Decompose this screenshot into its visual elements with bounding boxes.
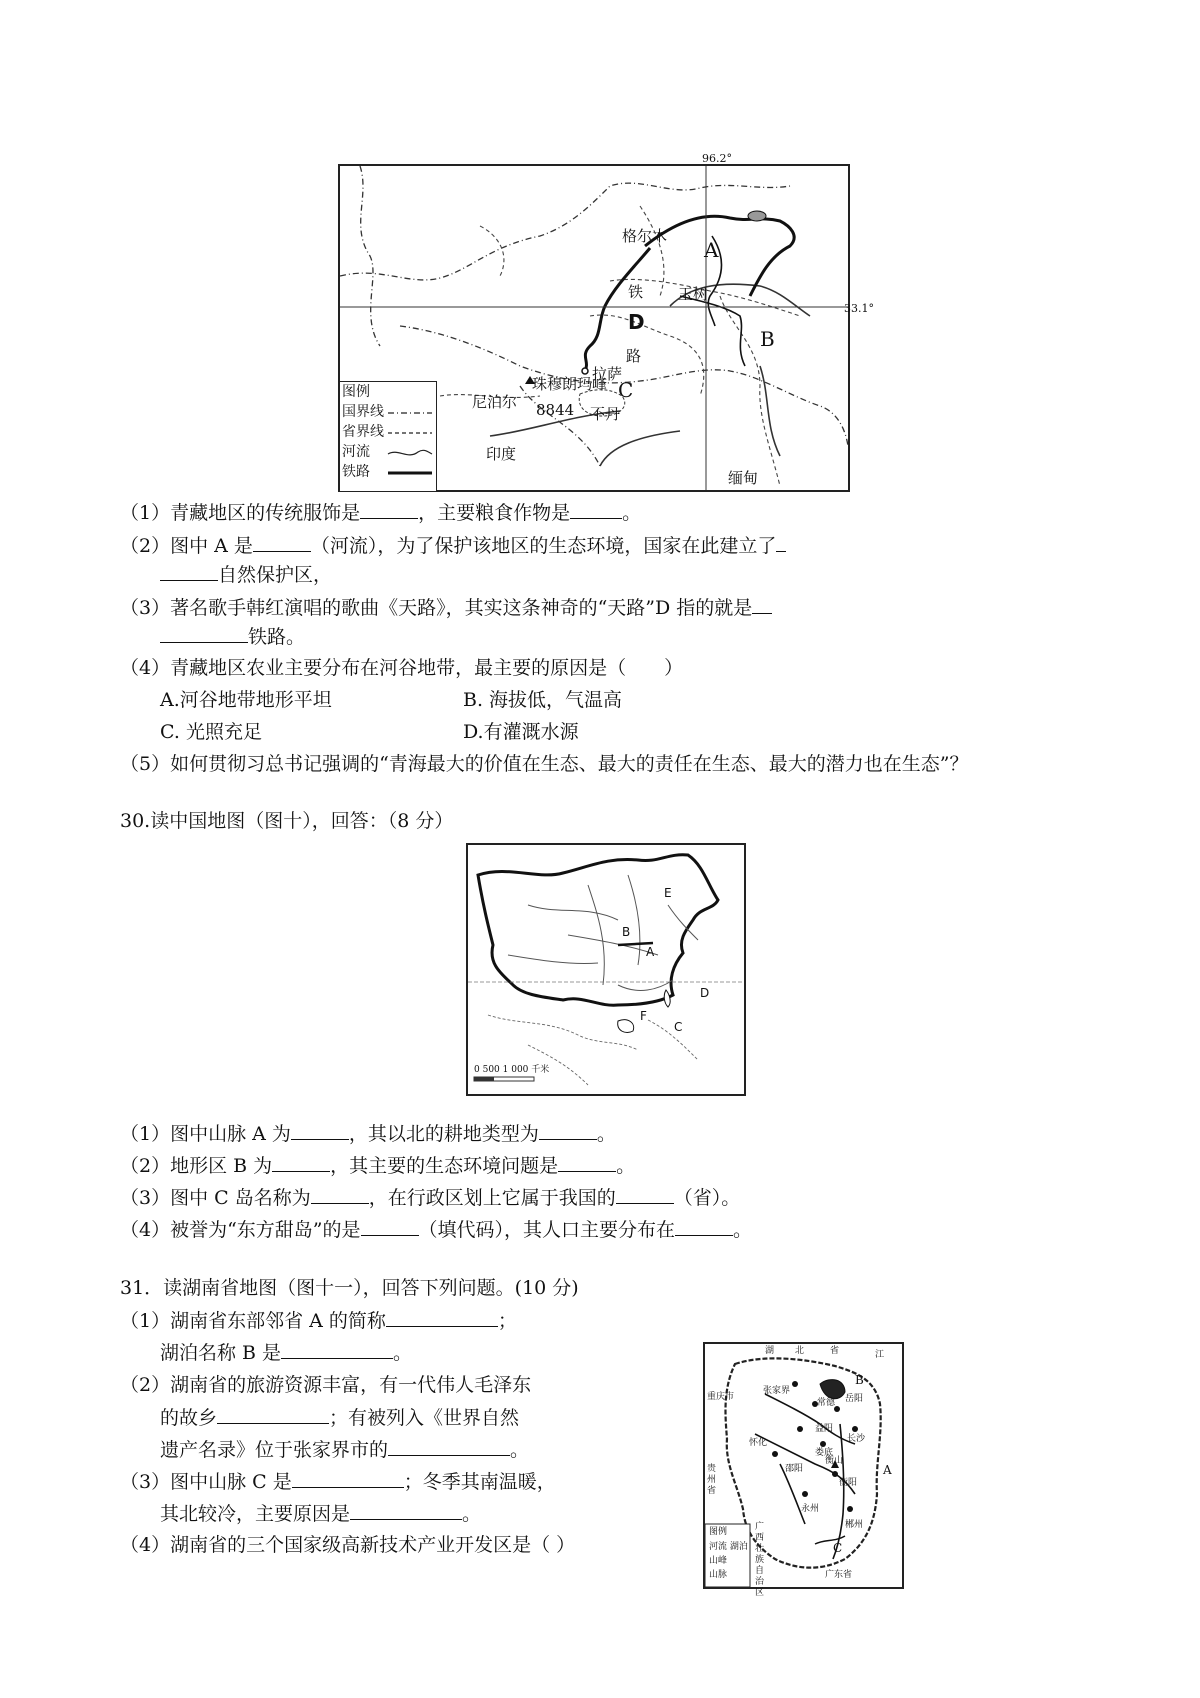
- q29-item-2-cont: [160, 562, 332, 587]
- q30-heading: 30.读中国地图（图十），回答：（8 分）: [120, 810, 454, 832]
- q29-item-1: [120, 500, 641, 525]
- q29-item-2: [120, 533, 786, 558]
- q31-2-text-e: 。: [510, 1439, 530, 1461]
- q31-2-text-b: 的故乡: [160, 1407, 218, 1429]
- china-label-a: A: [646, 945, 655, 959]
- q31-heading: 31．读湖南省地图（图十一），回答下列问题。(10 分): [120, 1277, 579, 1299]
- q31-item-4: （4）湖南省的三个国家级高新技术产业开发区是（ ）: [120, 1534, 576, 1556]
- answer-blank[interactable]: [350, 1501, 462, 1520]
- answer-blank[interactable]: [386, 1308, 498, 1327]
- q29-2-text-c: 自然保护区，: [218, 564, 333, 586]
- answer-blank[interactable]: [752, 595, 772, 614]
- label-tie: 铁: [628, 283, 644, 301]
- hunan-label-guangxi: 广西壮族自治区: [755, 1522, 765, 1598]
- hunan-legend-river: 河流 湖泊: [709, 1542, 748, 1552]
- q31-item-2: （2）湖南省的旅游资源丰富，有一代伟人毛泽东: [120, 1374, 532, 1396]
- hunan-label-shaoyang: 邵阳: [785, 1464, 804, 1474]
- label-myanmar: 缅甸: [728, 469, 759, 487]
- hunan-label-hengyang: 衡阳: [839, 1478, 858, 1488]
- hunan-label-changsha: 长沙: [847, 1434, 866, 1444]
- q29-item-3-cont: [160, 624, 305, 649]
- label-india: 印度: [486, 445, 517, 463]
- q30-item-4: [120, 1217, 752, 1242]
- label-geermu: 格尔木: [622, 227, 668, 245]
- q31-item-3: [120, 1469, 556, 1494]
- q30-4-text-b: （填代码），其人口主要分布在: [418, 1219, 676, 1241]
- legend-railway: 铁路: [342, 464, 370, 480]
- answer-blank[interactable]: [539, 1121, 597, 1140]
- china-map: [466, 843, 746, 1096]
- q31-item-2-cont-1: [160, 1405, 519, 1430]
- answer-blank[interactable]: [160, 562, 218, 581]
- answer-blank[interactable]: [281, 1340, 393, 1359]
- q29-item-3: [120, 595, 772, 620]
- answer-blank[interactable]: [360, 500, 418, 519]
- hunan-label-sheng: 省: [830, 1346, 840, 1356]
- q29-3-text-b: 铁路。: [248, 626, 306, 648]
- q30-item-2: [120, 1153, 635, 1178]
- answer-blank[interactable]: [570, 500, 622, 519]
- hunan-label-hengshan: 衡山: [825, 1456, 844, 1466]
- label-lasa: 拉萨: [592, 365, 623, 383]
- answer-blank[interactable]: [291, 1121, 349, 1140]
- q29-option-a[interactable]: A.河谷地带地形平坦: [160, 689, 332, 711]
- hunan-label-guangdong: 广东省: [825, 1570, 853, 1580]
- q29-2-text-a: （2）图中 A 是: [120, 535, 253, 557]
- answer-blank[interactable]: [388, 1437, 510, 1456]
- label-bhutan: 不丹: [590, 405, 621, 423]
- hunan-legend-mountain: 山脉: [709, 1570, 728, 1580]
- label-yushu: 玉树: [678, 285, 709, 303]
- hunan-label-zhangjiajie: 张家界: [763, 1386, 791, 1396]
- q31-item-2-cont-2: [160, 1437, 529, 1462]
- hunan-label-loudi: 娄底: [815, 1448, 834, 1458]
- hunan-label-yiyang: 益阳: [815, 1424, 834, 1434]
- q29-1-text-a: （1）青藏地区的传统服饰是: [120, 502, 361, 524]
- q30-4-text-a: （4）被誉为“东方甜岛”的是: [120, 1219, 361, 1241]
- q31-item-1: [120, 1308, 517, 1333]
- map1-legend: [340, 381, 437, 491]
- q30-item-3: [120, 1185, 740, 1210]
- q30-3-text-b: ，在行政区划上它属于我国的: [368, 1187, 616, 1209]
- label-elevation: 8844: [536, 401, 575, 419]
- q29-item-5: （5）如何贯彻习总书记强调的“青海最大的价值在生态、最大的责任在生态、最大的潜力也在生态”？: [120, 753, 969, 775]
- china-label-e: E: [664, 886, 672, 900]
- q31-3-text-b: ；冬季其南温暖，: [403, 1471, 556, 1493]
- q29-option-d[interactable]: D.有灌溉水源: [463, 721, 579, 743]
- latitude-label: 33.1°: [844, 302, 874, 315]
- answer-blank[interactable]: [272, 1153, 330, 1172]
- q31-1-text-d: 。: [393, 1342, 413, 1364]
- q31-1-text-b: ；: [497, 1310, 517, 1332]
- answer-blank[interactable]: [217, 1405, 329, 1424]
- q29-option-b[interactable]: B. 海拔低，气温高: [463, 689, 623, 711]
- q31-item-1-cont: [160, 1340, 412, 1365]
- q30-2-text-a: （2）地形区 B 为: [120, 1155, 273, 1177]
- legend-title: 图例: [342, 384, 370, 400]
- q29-2-text-b: （河流），为了保护该地区的生态环境，国家在此建立了: [310, 535, 777, 557]
- hunan-label-chongqing: 重庆市: [707, 1392, 735, 1402]
- china-scale: 0 500 1 000 千米: [474, 1065, 550, 1075]
- q30-2-text-c: 。: [616, 1155, 636, 1177]
- q31-3-text-a: （3）图中山脉 C 是: [120, 1471, 292, 1493]
- hunan-label-hubei: 湖: [765, 1346, 775, 1356]
- legend-river: 河流: [342, 444, 370, 460]
- china-label-d: D: [700, 986, 710, 1000]
- label-c: C: [618, 378, 634, 402]
- label-lu: 路: [626, 347, 642, 365]
- q31-1-text-c: 湖泊名称 B 是: [160, 1342, 282, 1364]
- hunan-label-yueyang: 岳阳: [845, 1394, 864, 1404]
- q31-2-text-c: ；有被列入《世界自然: [329, 1407, 520, 1429]
- answer-blank[interactable]: [776, 533, 786, 552]
- q29-option-c[interactable]: C. 光照充足: [160, 721, 262, 743]
- label-nepal: 尼泊尔: [472, 393, 518, 411]
- hunan-label-c: C: [833, 1541, 843, 1555]
- q30-1-text-c: 。: [596, 1123, 616, 1145]
- hunan-map: [703, 1342, 904, 1598]
- answer-blank[interactable]: [160, 624, 248, 643]
- hunan-label-huaihua: 怀化: [749, 1438, 768, 1448]
- hunan-label-bei: 北: [795, 1346, 805, 1356]
- hunan-legend-title: 图例: [709, 1527, 728, 1537]
- q29-1-text-c: 。: [622, 502, 642, 524]
- q31-1-text-a: （1）湖南省东部邻省 A 的简称: [120, 1310, 386, 1332]
- china-label-c: C: [674, 1020, 683, 1034]
- q29-1-text-b: ，主要粮食作物是: [418, 502, 571, 524]
- q30-3-text-c: （省）。: [673, 1187, 741, 1209]
- label-d: D: [628, 310, 645, 334]
- china-label-f: F: [640, 1009, 647, 1023]
- q30-1-text-b: ，其以北的耕地类型为: [348, 1123, 539, 1145]
- hunan-label-a: A: [883, 1463, 892, 1477]
- answer-blank[interactable]: [253, 533, 311, 552]
- hunan-label-chenzhou: 郴州: [845, 1520, 864, 1530]
- qinghai-tibet-map: [338, 152, 874, 492]
- china-map-drawing: [468, 845, 744, 1094]
- legend-province: 省界线: [342, 424, 384, 440]
- hunan-label-changde: 常德: [817, 1398, 836, 1408]
- q31-3-text-c: 其北较冷，主要原因是: [160, 1503, 351, 1525]
- hunan-label-yongzhou: 永州: [801, 1504, 820, 1514]
- longitude-label: 96.2°: [702, 152, 732, 165]
- q30-item-1: [120, 1121, 616, 1146]
- q30-2-text-b: ，其主要的生态环境问题是: [330, 1155, 559, 1177]
- legend-symbols: [340, 382, 436, 491]
- q30-1-text-a: （1）图中山脉 A 为: [120, 1123, 291, 1145]
- hunan-label-jiang: 江: [875, 1350, 885, 1360]
- hunan-legend-peak: 山峰: [709, 1556, 728, 1566]
- answer-blank[interactable]: [311, 1185, 369, 1204]
- label-a: A: [704, 238, 719, 262]
- answer-blank[interactable]: [361, 1217, 419, 1236]
- answer-blank[interactable]: [616, 1185, 674, 1204]
- china-label-b: B: [622, 925, 631, 939]
- q31-item-3-cont: [160, 1501, 481, 1526]
- answer-blank[interactable]: [558, 1153, 616, 1172]
- legend-border: 国界线: [342, 404, 384, 420]
- q31-2-text-d: 遗产名录》位于张家界市的: [160, 1439, 389, 1461]
- label-b: B: [760, 327, 775, 351]
- hunan-label-b: B: [855, 1373, 864, 1387]
- answer-blank[interactable]: [675, 1217, 733, 1236]
- hunan-label-guizhou: 贵州省: [707, 1464, 717, 1496]
- q30-3-text-a: （3）图中 C 岛名称为: [120, 1187, 311, 1209]
- q30-4-text-c: 。: [733, 1219, 753, 1241]
- q29-item-4: （4）青藏地区农业主要分布在河谷地带，最主要的原因是（ ）: [120, 657, 684, 679]
- label-everest: 珠穆朗玛峰: [532, 375, 608, 393]
- answer-blank[interactable]: [292, 1469, 404, 1488]
- q31-3-text-d: 。: [462, 1503, 482, 1525]
- q29-3-text-a: （3）著名歌手韩红演唱的歌曲《天路》，其实这条神奇的“天路”D 指的就是: [120, 597, 753, 619]
